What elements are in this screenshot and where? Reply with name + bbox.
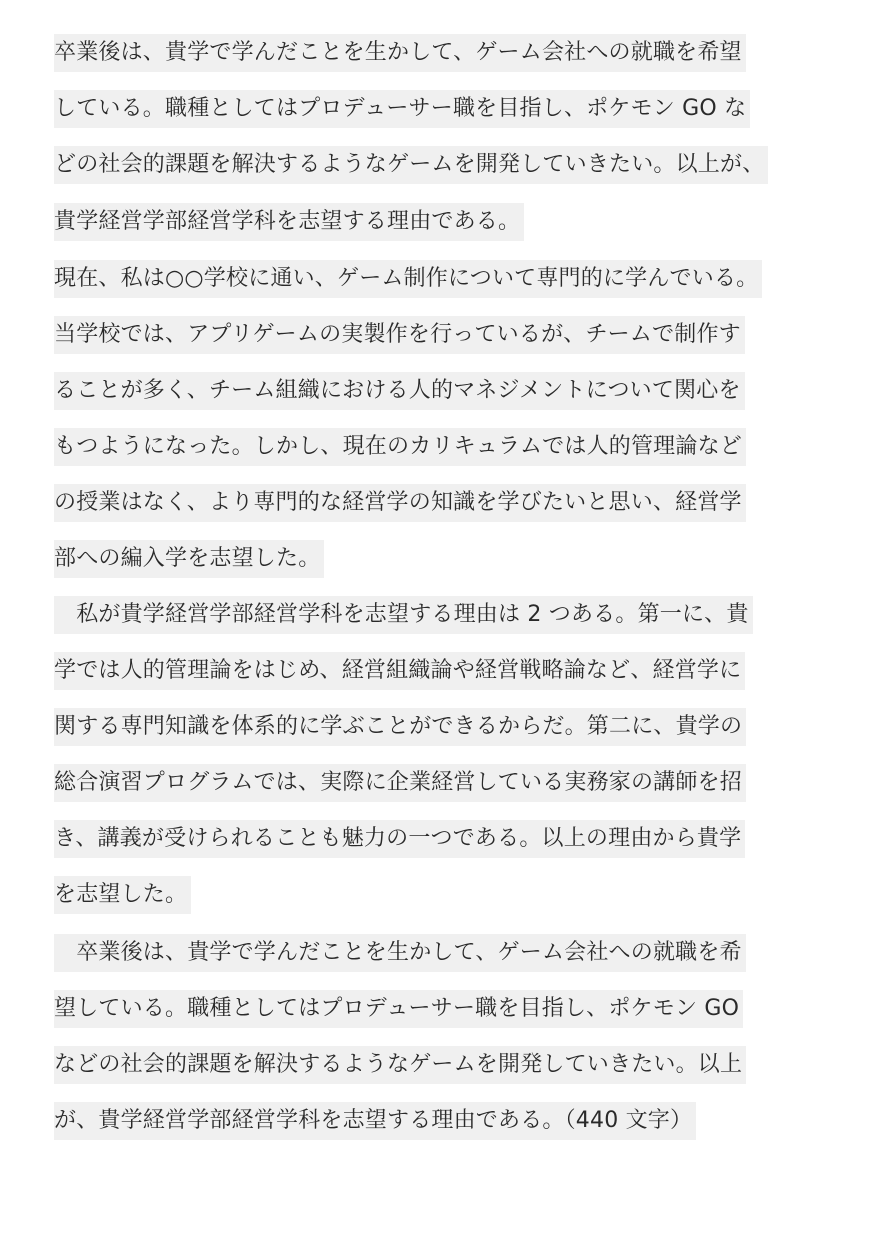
text-line: 関する専門知識を体系的に学ぶことができるからだ。第二に、貴学の — [54, 708, 746, 746]
text-line: 学では人的管理論をはじめ、経営組織論や経営戦略論など、経営学に — [54, 652, 745, 690]
text-line: 望している。職種としてはプロデューサー職を目指し、ポケモン GO — [54, 990, 743, 1028]
text-line: している。職種としてはプロデューサー職を目指し、ポケモン GO な — [54, 90, 750, 128]
text-line: もつようになった。しかし、現在のカリキュラムでは人的管理論など — [54, 428, 746, 466]
text-line: 部への編入学を志望した。 — [54, 540, 324, 578]
text-line: 貴学経営学部経営学科を志望する理由である。 — [54, 203, 524, 241]
text-line: 当学校では、アプリゲームの実製作を行っているが、チームで制作す — [54, 316, 745, 354]
text-line: 現在、私は○○学校に通い、ゲーム制作について専門的に学んでいる。 — [54, 260, 762, 298]
text-line: 私が貴学経営学部経営学科を志望する理由は 2 つある。第一に、貴 — [54, 596, 753, 634]
text-line: ることが多く、チーム組織における人的マネジメントについて関心を — [54, 372, 745, 410]
text-line: が、貴学経営学部経営学科を志望する理由である。（440 文字） — [54, 1102, 696, 1140]
text-line: などの社会的課題を解決するようなゲームを開発していきたい。以上 — [54, 1046, 746, 1084]
text-line: の授業はなく、より専門的な経営学の知識を学びたいと思い、経営学 — [54, 484, 746, 522]
text-line: を志望した。 — [54, 876, 191, 914]
text-line: 総合演習プログラムでは、実際に企業経営している実務家の講師を招 — [54, 764, 746, 802]
text-line: き、講義が受けられることも魅力の一つである。以上の理由から貴学 — [54, 820, 745, 858]
text-line: 卒業後は、貴学で学んだことを生かして、ゲーム会社への就職を希望 — [54, 34, 746, 72]
text-line: どの社会的課題を解決するようなゲームを開発していきたい。以上が、 — [54, 146, 768, 184]
text-line: 卒業後は、貴学で学んだことを生かして、ゲーム会社への就職を希 — [54, 934, 746, 972]
